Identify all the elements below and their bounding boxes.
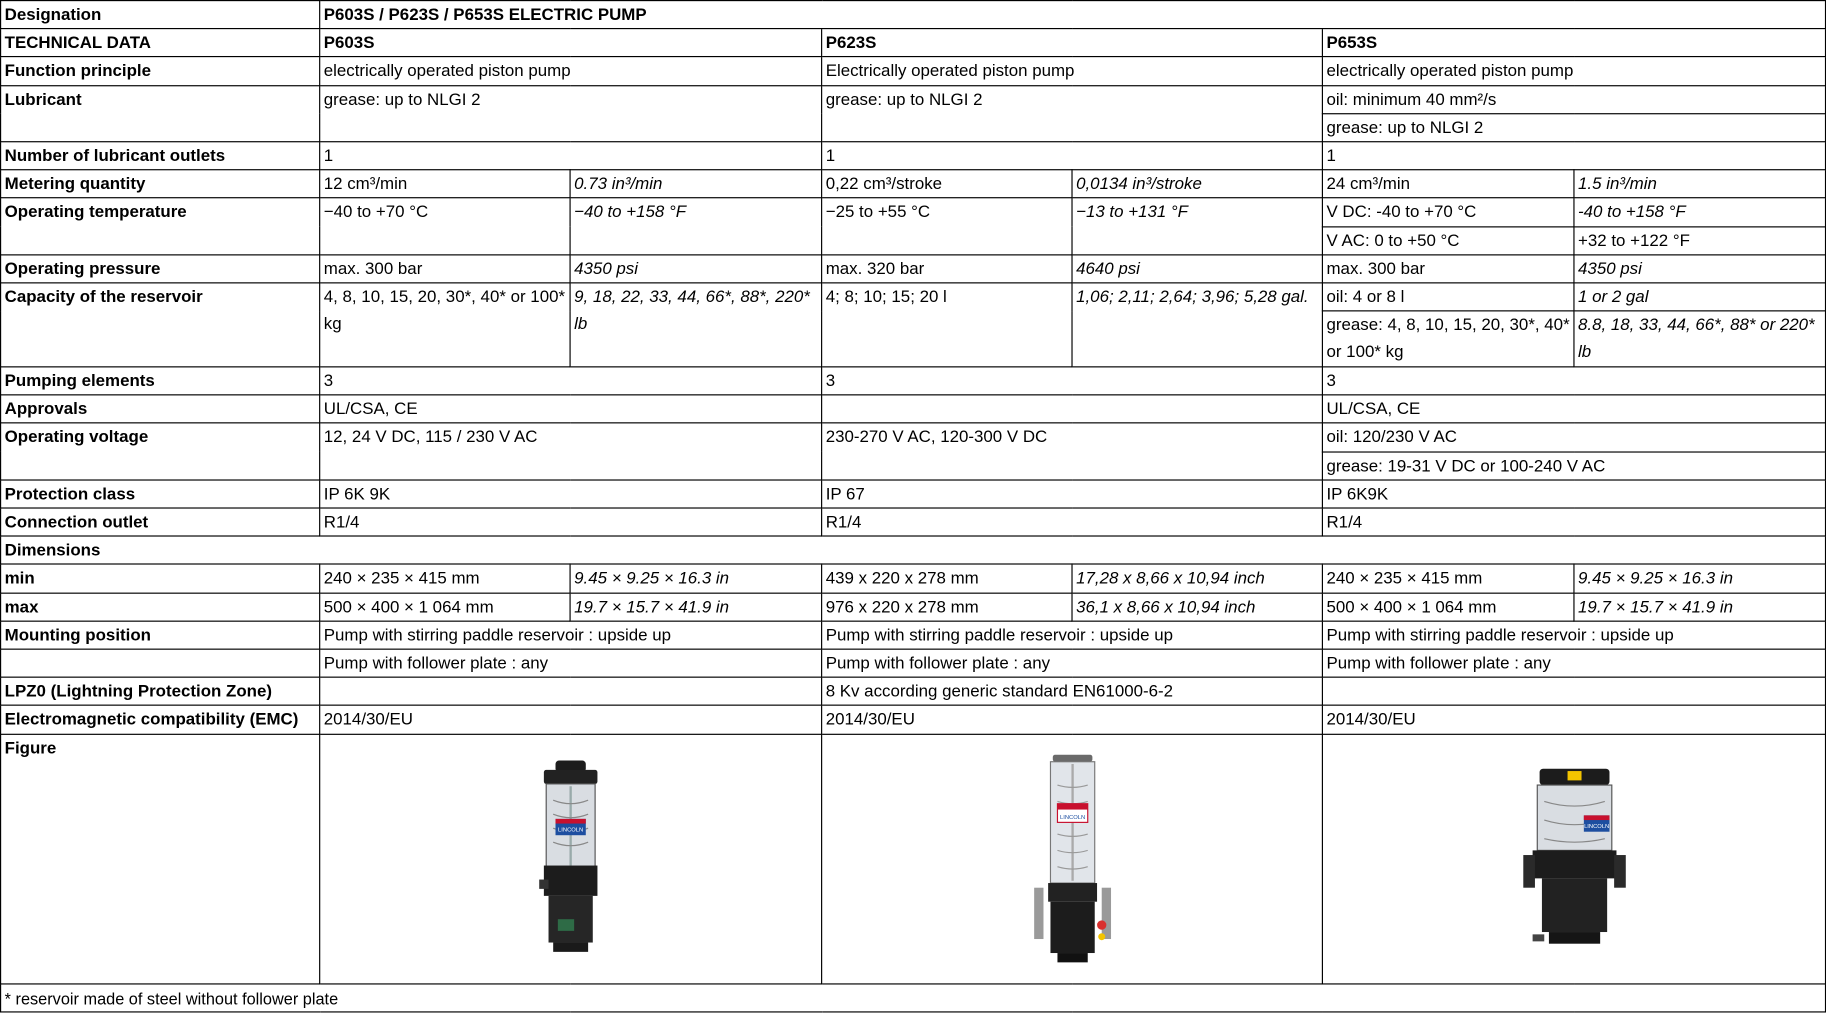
function-principle-p623s: Electrically operated piston pump: [822, 57, 1323, 85]
p603s-brand-label: LINCOLN: [558, 827, 584, 834]
temperature-p623s-metric: −25 to +55 °C: [822, 198, 1072, 254]
approvals-label: Approvals: [1, 395, 320, 423]
dimensions-max-p623s-imperial: 36,1 x 8,66 x 10,94 inch: [1072, 593, 1322, 621]
lubricant-p603s: grease: up to NLGI 2: [320, 85, 822, 141]
metering-p603s-metric: 12 cm³/min: [320, 170, 570, 198]
pressure-p653s-imperial: 4350 psi: [1574, 255, 1826, 283]
mounting-p623s-follower: Pump with follower plate : any: [822, 649, 1323, 677]
voltage-p653s-oil: oil: 120/230 V AC: [1322, 423, 1825, 451]
mounting-p603s-follower: Pump with follower plate : any: [320, 649, 822, 677]
row-pressure: [1, 255, 1826, 283]
metering-label: Metering quantity: [1, 170, 320, 198]
capacity-p653s-oil-imperial: 1 or 2 gal: [1574, 283, 1826, 311]
row-approvals: [1, 395, 1826, 423]
mounting-p603s-paddle: Pump with stirring paddle reservoir : upside up: [320, 621, 822, 649]
lubricant-p623s: grease: up to NLGI 2: [822, 85, 1323, 141]
pressure-label: Operating pressure: [1, 255, 320, 283]
row-pumping-elements: [1, 367, 1826, 395]
capacity-p653s-grease-imperial: 8.8, 18, 33, 44, 66*, 88* or 220* lb: [1574, 311, 1826, 367]
connection-label: Connection outlet: [1, 508, 320, 536]
pressure-p623s-metric: max. 320 bar: [822, 255, 1072, 283]
p603s-pump-image: [507, 754, 635, 964]
approvals-p603s: UL/CSA, CE: [320, 395, 822, 423]
connection-p623s: R1/4: [822, 508, 1323, 536]
mounting-p653s-paddle: Pump with stirring paddle reservoir : upside up: [1322, 621, 1825, 649]
protection-p653s: IP 6K9K: [1322, 480, 1825, 508]
mounting-p623s-paddle: Pump with stirring paddle reservoir : upside up: [822, 621, 1323, 649]
temperature-label: Operating temperature: [1, 198, 320, 254]
metering-p623s-metric: 0,22 cm³/stroke: [822, 170, 1072, 198]
mounting-label: Mounting position: [1, 621, 320, 649]
row-function-principle: [1, 57, 1826, 85]
metering-p653s-metric: 24 cm³/min: [1322, 170, 1574, 198]
footnote: * reservoir made of steel without follower plate: [1, 983, 1826, 1011]
dimensions-max-p653s-metric: 500 × 400 × 1 064 mm: [1322, 593, 1574, 621]
row-mounting-2: [1, 649, 1826, 677]
technical-data-label: TECHNICAL DATA: [1, 29, 320, 57]
emc-label: Electromagnetic compatibility (EMC): [1, 706, 320, 734]
emc-p623s: 2014/30/EU: [822, 706, 1323, 734]
row-capacity: [1, 283, 1826, 311]
dimensions-min-p623s-metric: 439 x 220 x 278 mm: [822, 564, 1072, 592]
model-header-p653s: P653S: [1322, 29, 1825, 57]
dimensions-min-p623s-imperial: 17,28 x 8,66 x 10,94 inch: [1072, 564, 1322, 592]
model-header-p603s: P603S: [320, 29, 822, 57]
metering-p603s-imperial: 0.73 in³/min: [570, 170, 822, 198]
lubricant-p653s-grease: grease: up to NLGI 2: [1322, 113, 1825, 141]
connection-p653s: R1/4: [1322, 508, 1825, 536]
dimensions-min-p603s-metric: 240 × 235 × 415 mm: [320, 564, 570, 592]
row-outlets: [1, 142, 1826, 170]
emc-p603s: 2014/30/EU: [320, 706, 822, 734]
designation-value: P603S / P623S / P653S ELECTRIC PUMP: [320, 1, 1826, 29]
temperature-p653s-dc-metric: V DC: -40 to +70 °C: [1322, 198, 1574, 226]
capacity-p603s-metric: 4, 8, 10, 15, 20, 30*, 40* or 100* kg: [320, 283, 570, 367]
function-principle-p653s: electrically operated piston pump: [1322, 57, 1825, 85]
metering-p653s-imperial: 1.5 in³/min: [1574, 170, 1826, 198]
function-principle-label: Function principle: [1, 57, 320, 85]
pumping-elements-p653s: 3: [1322, 367, 1825, 395]
capacity-p623s-metric: 4; 8; 10; 15; 20 l: [822, 283, 1072, 367]
row-lpz: [1, 677, 1826, 705]
approvals-p623s: [822, 395, 1323, 423]
p653s-pump-image: [1504, 759, 1644, 957]
voltage-p653s-grease: grease: 19-31 V DC or 100-240 V AC: [1322, 452, 1825, 480]
row-mounting: [1, 621, 1826, 649]
row-figure: [1, 734, 1826, 984]
pumping-elements-label: Pumping elements: [1, 367, 320, 395]
model-header-p623s: P623S: [822, 29, 1323, 57]
row-voltage: [1, 423, 1826, 451]
dimensions-max-p653s-imperial: 19.7 × 15.7 × 41.9 in: [1574, 593, 1826, 621]
outlets-p623s: 1: [822, 142, 1323, 170]
row-protection: [1, 480, 1826, 508]
dimensions-min-p603s-imperial: 9.45 × 9.25 × 16.3 in: [570, 564, 822, 592]
outlets-p653s: 1: [1322, 142, 1825, 170]
capacity-p623s-imperial: 1,06; 2,11; 2,64; 3,96; 5,28 gal.: [1072, 283, 1322, 367]
figure-p603s: [320, 734, 822, 984]
p623s-pump-image: [1008, 750, 1136, 967]
mounting-p653s-follower: Pump with follower plate : any: [1322, 649, 1825, 677]
temperature-p623s-imperial: −13 to +131 °F: [1072, 198, 1322, 254]
row-dimensions: [1, 536, 1826, 564]
pressure-p603s-imperial: 4350 psi: [570, 255, 822, 283]
dimensions-min-label: min: [1, 564, 320, 592]
row-connection: [1, 508, 1826, 536]
pressure-p603s-metric: max. 300 bar: [320, 255, 570, 283]
protection-p603s: IP 6K 9K: [320, 480, 822, 508]
voltage-label: Operating voltage: [1, 423, 320, 479]
outlets-label: Number of lubricant outlets: [1, 142, 320, 170]
temperature-p653s-dc-imperial: -40 to +158 °F: [1574, 198, 1826, 226]
p653s-brand-label: LINCOLN: [1583, 824, 1609, 831]
function-principle-p603s: electrically operated piston pump: [320, 57, 822, 85]
outlets-p603s: 1: [320, 142, 822, 170]
dimensions-min-p653s-imperial: 9.45 × 9.25 × 16.3 in: [1574, 564, 1826, 592]
row-metering: [1, 170, 1826, 198]
protection-p623s: IP 67: [822, 480, 1323, 508]
dimensions-min-p653s-metric: 240 × 235 × 415 mm: [1322, 564, 1574, 592]
voltage-p603s: 12, 24 V DC, 115 / 230 V AC: [320, 423, 822, 479]
dimensions-label: Dimensions: [1, 536, 1826, 564]
temperature-p603s-imperial: −40 to +158 °F: [570, 198, 822, 254]
metering-p623s-imperial: 0,0134 in³/stroke: [1072, 170, 1322, 198]
lpz-label: LPZ0 (Lightning Protection Zone): [1, 677, 320, 705]
temperature-p653s-ac-metric: V AC: 0 to +50 °C: [1322, 226, 1574, 254]
dimensions-max-p603s-metric: 500 × 400 × 1 064 mm: [320, 593, 570, 621]
dimensions-max-label: max: [1, 593, 320, 621]
figure-label: Figure: [1, 734, 320, 984]
protection-label: Protection class: [1, 480, 320, 508]
lpz-p653s: [1322, 677, 1825, 705]
voltage-p623s: 230-270 V AC, 120-300 V DC: [822, 423, 1323, 479]
row-emc: [1, 706, 1826, 734]
temperature-p653s-ac-imperial: +32 to +122 °F: [1574, 226, 1826, 254]
p623s-brand-label: LINCOLN: [1059, 814, 1085, 821]
temperature-p603s-metric: −40 to +70 °C: [320, 198, 570, 254]
row-footnote: [1, 983, 1826, 1011]
emc-p653s: 2014/30/EU: [1322, 706, 1825, 734]
figure-p653s: [1322, 734, 1825, 984]
row-technical-data: [1, 29, 1826, 57]
row-lubricant: [1, 85, 1826, 113]
dimensions-max-p603s-imperial: 19.7 × 15.7 × 41.9 in: [570, 593, 822, 621]
row-temperature: [1, 198, 1826, 226]
pumping-elements-p623s: 3: [822, 367, 1323, 395]
lubricant-p653s-oil: oil: minimum 40 mm²/s: [1322, 85, 1825, 113]
lubricant-label: Lubricant: [1, 85, 320, 141]
designation-label: Designation: [1, 1, 320, 29]
approvals-p653s: UL/CSA, CE: [1322, 395, 1825, 423]
capacity-p653s-oil-metric: oil: 4 or 8 l: [1322, 283, 1574, 311]
pressure-p653s-metric: max. 300 bar: [1322, 255, 1574, 283]
row-designation: [1, 1, 1826, 29]
connection-p603s: R1/4: [320, 508, 822, 536]
capacity-label: Capacity of the reservoir: [1, 283, 320, 367]
dimensions-max-p623s-metric: 976 x 220 x 278 mm: [822, 593, 1072, 621]
figure-p623s: [822, 734, 1323, 984]
pumping-elements-p603s: 3: [320, 367, 822, 395]
row-dimensions-min: [1, 564, 1826, 592]
lpz-p623s: 8 Kv according generic standard EN61000-6-2: [822, 677, 1323, 705]
mounting-blank-label: [1, 649, 320, 677]
capacity-p653s-grease-metric: grease: 4, 8, 10, 15, 20, 30*, 40* or 100* kg: [1322, 311, 1574, 367]
lpz-p603s: [320, 677, 822, 705]
capacity-p603s-imperial: 9, 18, 22, 33, 44, 66*, 88*, 220* lb: [570, 283, 822, 367]
row-dimensions-max: [1, 593, 1826, 621]
pressure-p623s-imperial: 4640 psi: [1072, 255, 1322, 283]
